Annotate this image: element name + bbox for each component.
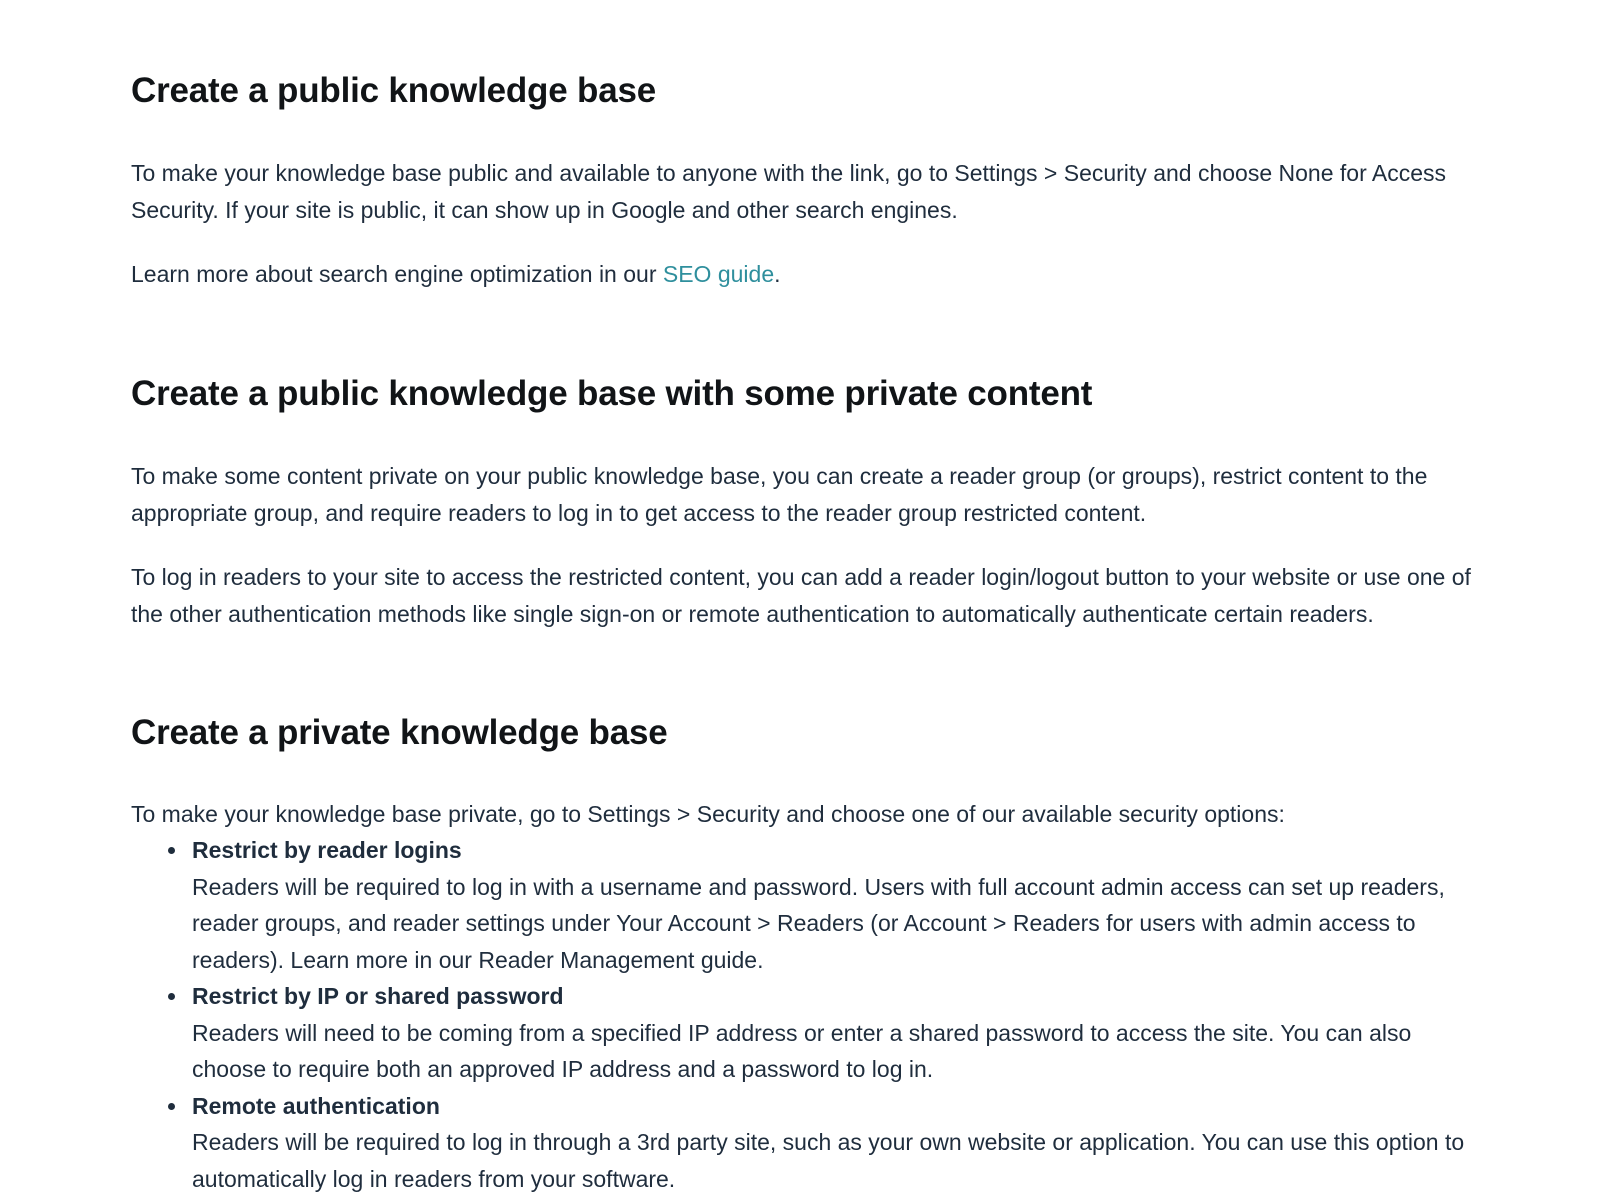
option-title: Restrict by IP or shared password (192, 983, 564, 1009)
heading-public-knowledge-base: Create a public knowledge base (131, 71, 656, 110)
heading-public-with-private-content: Create a public knowledge base with some private content (131, 374, 1093, 413)
bullet-icon (168, 847, 175, 854)
security-options-list (131, 832, 1468, 1197)
option-description: Readers will be required to log in with a username and password. Users with full account admin access can set up readers, reader groups, and reader settings under Your Account > Readers (or Account > Readers for users with admin access to readers). Learn more in our Reader Management guide. (192, 873, 1445, 973)
option-title: Remote authentication (192, 1092, 440, 1119)
heading-private-knowledge-base: Create a private knowledge base (131, 713, 668, 752)
paragraph-seo-learn-more (131, 256, 1461, 293)
seo-learn-more-suffix: . (774, 261, 781, 287)
list-item (192, 1088, 1468, 1198)
bullet-icon (168, 993, 175, 1000)
option-title: Restrict by reader logins (192, 837, 462, 863)
paragraph-restrict-content: To make some content private on your public knowledge base, you can create a reader group (or groups), restrict content to the appropriate group, and require readers to log in to get access to the reader group restricted content. (131, 463, 1428, 526)
seo-learn-more-prefix: Learn more about search engine optimization in our (131, 261, 663, 287)
list-item (192, 978, 1468, 1088)
option-description: Readers will be required to log in through a 3rd party site, such as your own website or application. You can use this option to automatically log in readers from your software. (192, 1129, 1465, 1192)
paragraph-reader-login: To log in readers to your site to access the restricted content, you can add a reader login/logout button to your website or use one of the other authentication methods like single sign-on or remote authentication to automatically authenticate certain readers. (131, 564, 1471, 627)
bullet-icon (168, 1103, 175, 1110)
paragraph-private-intro: To make your knowledge base private, go to Settings > Security and choose one of our available security options: (131, 801, 1285, 827)
seo-guide-link[interactable]: SEO guide (662, 261, 775, 287)
list-item (192, 832, 1468, 978)
option-description: Readers will need to be coming from a specified IP address or enter a shared password to access the site. You can also choose to require both an approved IP address and a password to log in. (192, 1019, 1412, 1082)
paragraph-public-access: To make your knowledge base public and available to anyone with the link, go to Settings > Security and choose None for Access Security. If your site is public, it can show up in Google and other search engines. (131, 160, 1446, 223)
